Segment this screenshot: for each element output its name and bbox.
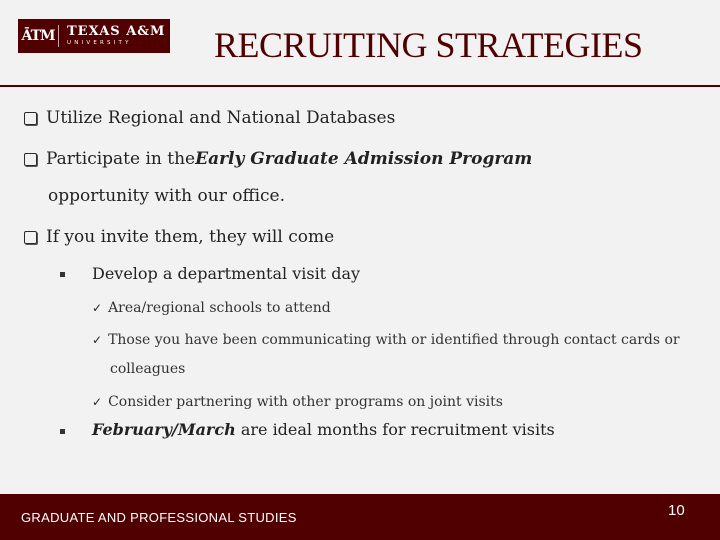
bullet-text: If you invite them, they will come [46, 227, 335, 247]
sub-bullet-item [92, 420, 555, 439]
bullet-continuation: opportunity with our office. [48, 186, 285, 206]
bullet-item [24, 108, 395, 128]
square-bullet-icon [60, 429, 65, 434]
checkmark-icon: ✓ [92, 333, 103, 347]
slide-title: RECRUITING STRATEGIES [214, 25, 643, 65]
bullet-emphasis: Early Graduate Admission Program [195, 149, 533, 169]
check-item [92, 332, 680, 348]
check-text: Those you have been communicating with or identified through contact cards or [108, 332, 680, 348]
logo-wordmark [59, 25, 165, 47]
bullet-item [24, 149, 532, 169]
tamu-logo [18, 19, 170, 53]
bullet-text: Utilize Regional and National Databases [46, 108, 396, 128]
checkmark-icon: ✓ [92, 301, 103, 315]
check-continuation: colleagues [110, 361, 186, 377]
atm-logo-mark: ĀTM [21, 28, 55, 44]
check-item [92, 300, 331, 316]
footer-bar [0, 494, 720, 540]
bullet-text: Participate in the [46, 149, 196, 169]
checkmark-icon: ✓ [92, 395, 103, 409]
check-text: Consider partnering with other programs on joint visits [108, 394, 503, 410]
logo-subtitle: UNIVERSITY [67, 40, 132, 47]
title-rule [0, 85, 720, 87]
sub-bullet-emphasis: February/March [92, 420, 236, 439]
checkbox-square-icon [24, 112, 37, 125]
check-text: Area/regional schools to attend [108, 300, 331, 316]
square-bullet-icon [60, 272, 65, 277]
checkbox-square-icon [24, 153, 37, 166]
sub-bullet-text: are ideal months for recruitment visits [235, 420, 555, 439]
page-number: 10 [668, 502, 685, 519]
footer-label: GRADUATE AND PROFESSIONAL STUDIES [21, 510, 297, 525]
checkbox-square-icon [24, 231, 37, 244]
sub-bullet-text: Develop a departmental visit day [92, 264, 361, 283]
check-item [92, 394, 503, 410]
logo-name: TEXAS A&M [67, 24, 166, 40]
bullet-item [24, 227, 334, 247]
